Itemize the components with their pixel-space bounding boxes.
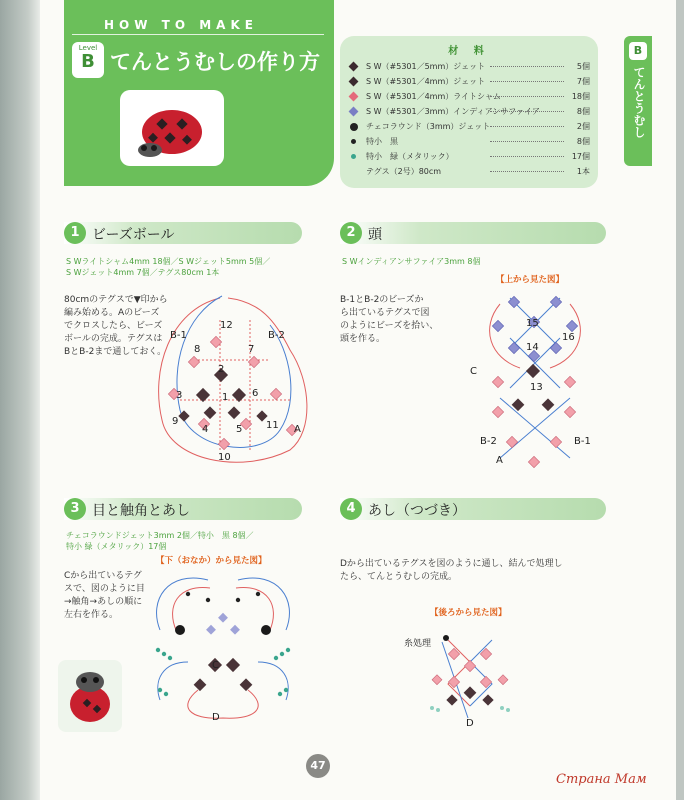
back-siam-beads xyxy=(432,648,508,687)
header-divider xyxy=(72,34,324,35)
label-d: D xyxy=(466,718,474,729)
material-row xyxy=(350,120,590,134)
material-qty: 2個 xyxy=(576,122,590,131)
material-row xyxy=(350,165,590,179)
ladybug-small-photo xyxy=(58,660,122,732)
label-1: 1 xyxy=(222,392,229,403)
material-qty: 5個 xyxy=(576,62,590,71)
instruction-line: でクロスしたら、ビーズ xyxy=(64,321,163,331)
section-title: 目と触角とあし xyxy=(92,503,190,519)
dark-diamond-icon xyxy=(349,77,359,87)
instruction-line: スで、図のように目 xyxy=(64,584,145,594)
material-qty: 8個 xyxy=(576,137,590,146)
materials-box xyxy=(340,36,598,188)
instruction-line: Dから出ているテグスを図のように通し、結んで処理し xyxy=(340,559,563,569)
material-name: S W（#5301／4mm）ライトシャム xyxy=(366,92,501,101)
pink-diamond-icon xyxy=(349,92,359,102)
label-5: 5 xyxy=(236,424,243,435)
label-7: 7 xyxy=(248,344,255,355)
back-view-caption: 【後ろから見た図】 xyxy=(430,608,507,618)
small-green-bead-icon xyxy=(351,154,356,159)
label-13: 13 xyxy=(530,382,543,393)
page-title: てんとうむしの作り方 xyxy=(110,50,320,74)
finish-note-label: 糸処理 xyxy=(404,639,432,649)
label-b2: B-2 xyxy=(480,436,497,447)
leader-dots xyxy=(490,66,564,67)
leader-dots xyxy=(490,111,564,112)
material-name: S W（#5301／5mm）ジェット xyxy=(366,62,486,71)
material-name: S W（#5301／4mm）ジェット xyxy=(366,77,486,86)
material-name: 特小 緑（メタリック） xyxy=(366,152,454,161)
leader-dots xyxy=(490,81,564,82)
leader-dots xyxy=(490,156,564,157)
label-3: 3 xyxy=(176,390,183,401)
eye-beads xyxy=(175,625,271,635)
level-small-label: Level xyxy=(78,44,98,52)
bottom-view-caption: 【下（おなか）から見た図】 xyxy=(156,556,267,566)
watermark: Страна Мам xyxy=(556,772,647,787)
label-b1: B-1 xyxy=(170,330,187,341)
thread-end-dot xyxy=(443,635,449,641)
instruction-line: B-1とB-2のビーズか xyxy=(340,295,424,305)
material-row xyxy=(350,105,590,119)
section-3-instructions xyxy=(64,570,152,622)
material-qty: 1本 xyxy=(576,167,590,176)
book-spine xyxy=(0,0,40,800)
how-to-make-label: HOW TO MAKE xyxy=(104,18,258,32)
label-c: C xyxy=(470,366,477,377)
section-title: ビーズボール xyxy=(92,227,175,243)
ladybug-photo xyxy=(120,90,224,166)
label-15: 15 xyxy=(526,318,539,329)
label-d: D xyxy=(212,712,220,723)
label-9: 9 xyxy=(172,416,179,427)
section-2-instructions xyxy=(340,294,466,346)
instruction-line: BとB-2まで通しておく。 xyxy=(64,347,167,357)
material-qty: 8個 xyxy=(576,107,590,116)
black-seed-beads xyxy=(186,592,260,602)
side-tab-letter: B xyxy=(629,42,647,60)
material-name: 特小 黒 xyxy=(366,137,398,146)
leader-dots xyxy=(490,141,564,142)
section-title: あし（つづき） xyxy=(368,503,466,519)
back-green-beads xyxy=(430,706,510,712)
section-title: 頭 xyxy=(368,227,382,243)
material-qty: 18個 xyxy=(571,92,590,101)
instruction-line: ボールの完成。テグスは xyxy=(64,334,163,344)
material-row xyxy=(350,75,590,89)
legs-back-view-diagram xyxy=(420,622,520,732)
section-1-header xyxy=(64,222,302,244)
material-qty: 17個 xyxy=(571,152,590,161)
instruction-line: ら出ているテグスで図 xyxy=(340,308,430,318)
black-round-icon xyxy=(350,123,358,131)
small-black-bead-icon xyxy=(351,139,356,144)
label-8: 8 xyxy=(194,344,201,355)
label-10: 10 xyxy=(218,452,231,463)
body-beads-bottom xyxy=(194,658,253,691)
label-4: 4 xyxy=(202,424,209,435)
eyes-antennae-legs-diagram xyxy=(148,570,298,730)
leader-dots xyxy=(490,96,564,97)
label-c: C xyxy=(212,660,219,671)
material-name: チェコラウンド（3mm）ジェット xyxy=(366,122,491,131)
section-number: 4 xyxy=(340,498,362,520)
material-name: テグス（2号）80cm xyxy=(366,167,442,176)
material-bullet-blank xyxy=(350,168,357,175)
instruction-line: 左右を作る。 xyxy=(64,610,119,620)
leader-dots xyxy=(490,126,564,127)
material-name: S W（#5301／3mm）インディアンサファイア xyxy=(366,107,540,116)
materials-title: 材 料 xyxy=(448,46,490,57)
side-tab-text: てんとうむし xyxy=(632,66,646,138)
section-number: 2 xyxy=(340,222,362,244)
material-row xyxy=(350,60,590,74)
leader-dots xyxy=(490,171,564,172)
dark-diamond-icon xyxy=(349,62,359,72)
label-a: A xyxy=(294,424,301,435)
section-4-instructions xyxy=(340,558,610,584)
material-row xyxy=(350,150,590,164)
label-b1: B-1 xyxy=(574,436,591,447)
label-11: 11 xyxy=(266,420,279,431)
material-row xyxy=(350,135,590,149)
section-3-materials-line-2: 特小 緑（メタリック）17個 xyxy=(66,542,167,551)
instruction-line: 頭を作る。 xyxy=(340,334,386,344)
instruction-line: 編み始める。Aのビーズ xyxy=(64,308,160,318)
section-number: 3 xyxy=(64,498,86,520)
label-a: A xyxy=(496,455,503,466)
page-number: 47 xyxy=(306,754,330,778)
blue-diamond-icon xyxy=(349,107,359,117)
instruction-line: たら、てんとうむしの完成。 xyxy=(340,572,458,582)
section-3-materials-line-1: チェコラウンドジェット3mm 2個／特小 黒 8個／ xyxy=(66,531,254,540)
top-view-caption: 【上から見た図】 xyxy=(496,275,565,285)
section-1-materials-line-1: S Wライトシャム4mm 18個／S Wジェット5mm 5個／ xyxy=(66,257,271,266)
material-row xyxy=(350,90,590,104)
ladybug-image xyxy=(120,90,224,166)
material-qty: 7個 xyxy=(576,77,590,86)
level-letter: B xyxy=(81,51,95,72)
ladybug-small-image xyxy=(58,660,122,732)
sapphire-beads-bottom xyxy=(206,613,240,635)
instruction-line: Cから出ているテグ xyxy=(64,571,142,581)
section-1-materials-line-2: S Wジェット4mm 7個／テグス80cm 1本 xyxy=(66,268,220,277)
label-b2: B-2 xyxy=(268,330,285,341)
section-3-header xyxy=(64,498,302,520)
label-12: 12 xyxy=(220,320,233,331)
section-number: 1 xyxy=(64,222,86,244)
instruction-line: 80cmのテグスで▼印から xyxy=(64,295,168,305)
instruction-line: のようにビーズを拾い、 xyxy=(340,321,439,331)
green-seed-beads xyxy=(156,648,290,696)
instruction-line: →触角→あしの順に xyxy=(64,597,143,607)
label-6: 6 xyxy=(252,388,259,399)
label-16: 16 xyxy=(562,332,575,343)
level-badge xyxy=(72,42,104,78)
section-2-materials: S Wインディアンサファイア3mm 8個 xyxy=(342,257,481,266)
section-4-header xyxy=(340,498,606,520)
label-2: 2 xyxy=(218,364,225,375)
section-2-header xyxy=(340,222,606,244)
label-14: 14 xyxy=(526,342,539,353)
